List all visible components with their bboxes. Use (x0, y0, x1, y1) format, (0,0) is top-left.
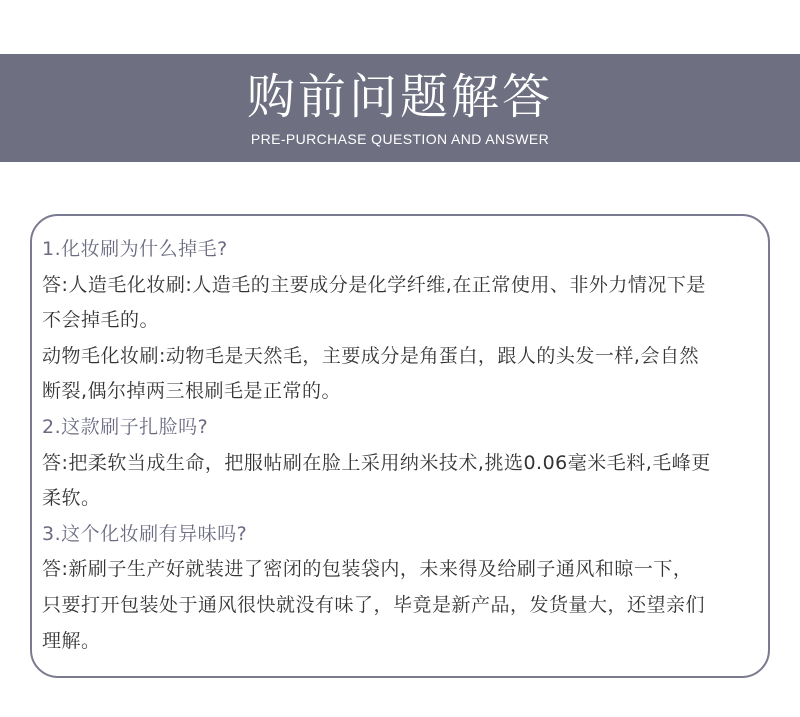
answer-1-line-2: 不会掉毛的。 (42, 309, 160, 332)
qa-panel (30, 214, 770, 678)
answer-1-line-3: 动物毛化妆刷:动物毛是天然毛，主要成分是角蛋白，跟人的头发一样,会自然 (42, 344, 699, 367)
page-title: 购前问题解答 (246, 69, 553, 125)
qa-content (42, 232, 764, 659)
answer-3-line-1: 答:新刷子生产好就装进了密闭的包装袋内，未来得及给刷子通风和晾一下， (42, 558, 693, 581)
answer-3-line-3: 理解。 (42, 629, 101, 652)
page-subtitle: PRE-PURCHASE QUESTION AND ANSWER (250, 131, 550, 147)
answer-3-line-2: 只要打开包装处于通风很快就没有味了，毕竟是新产品，发货量大，还望亲们 (42, 593, 706, 616)
answer-1-line-1: 答:人造毛化妆刷:人造毛的主要成分是化学纤维,在正常使用、非外力情况下是 (42, 273, 706, 296)
answer-2-line-1: 答:把柔软当成生命，把服帖刷在脸上采用纳米技术,挑选0.06毫米毛料,毛峰更 (42, 451, 711, 474)
answer-2-line-2: 柔软。 (42, 487, 101, 510)
question-2: 2.这款刷子扎脸吗? (42, 415, 209, 438)
answer-1-line-4: 断裂,偶尔掉两三根刷毛是正常的。 (42, 380, 342, 403)
header-banner (0, 54, 800, 162)
question-1: 1.化妆刷为什么掉毛? (42, 238, 228, 260)
question-3: 3.这个化妆刷有异味吗? (42, 522, 248, 545)
